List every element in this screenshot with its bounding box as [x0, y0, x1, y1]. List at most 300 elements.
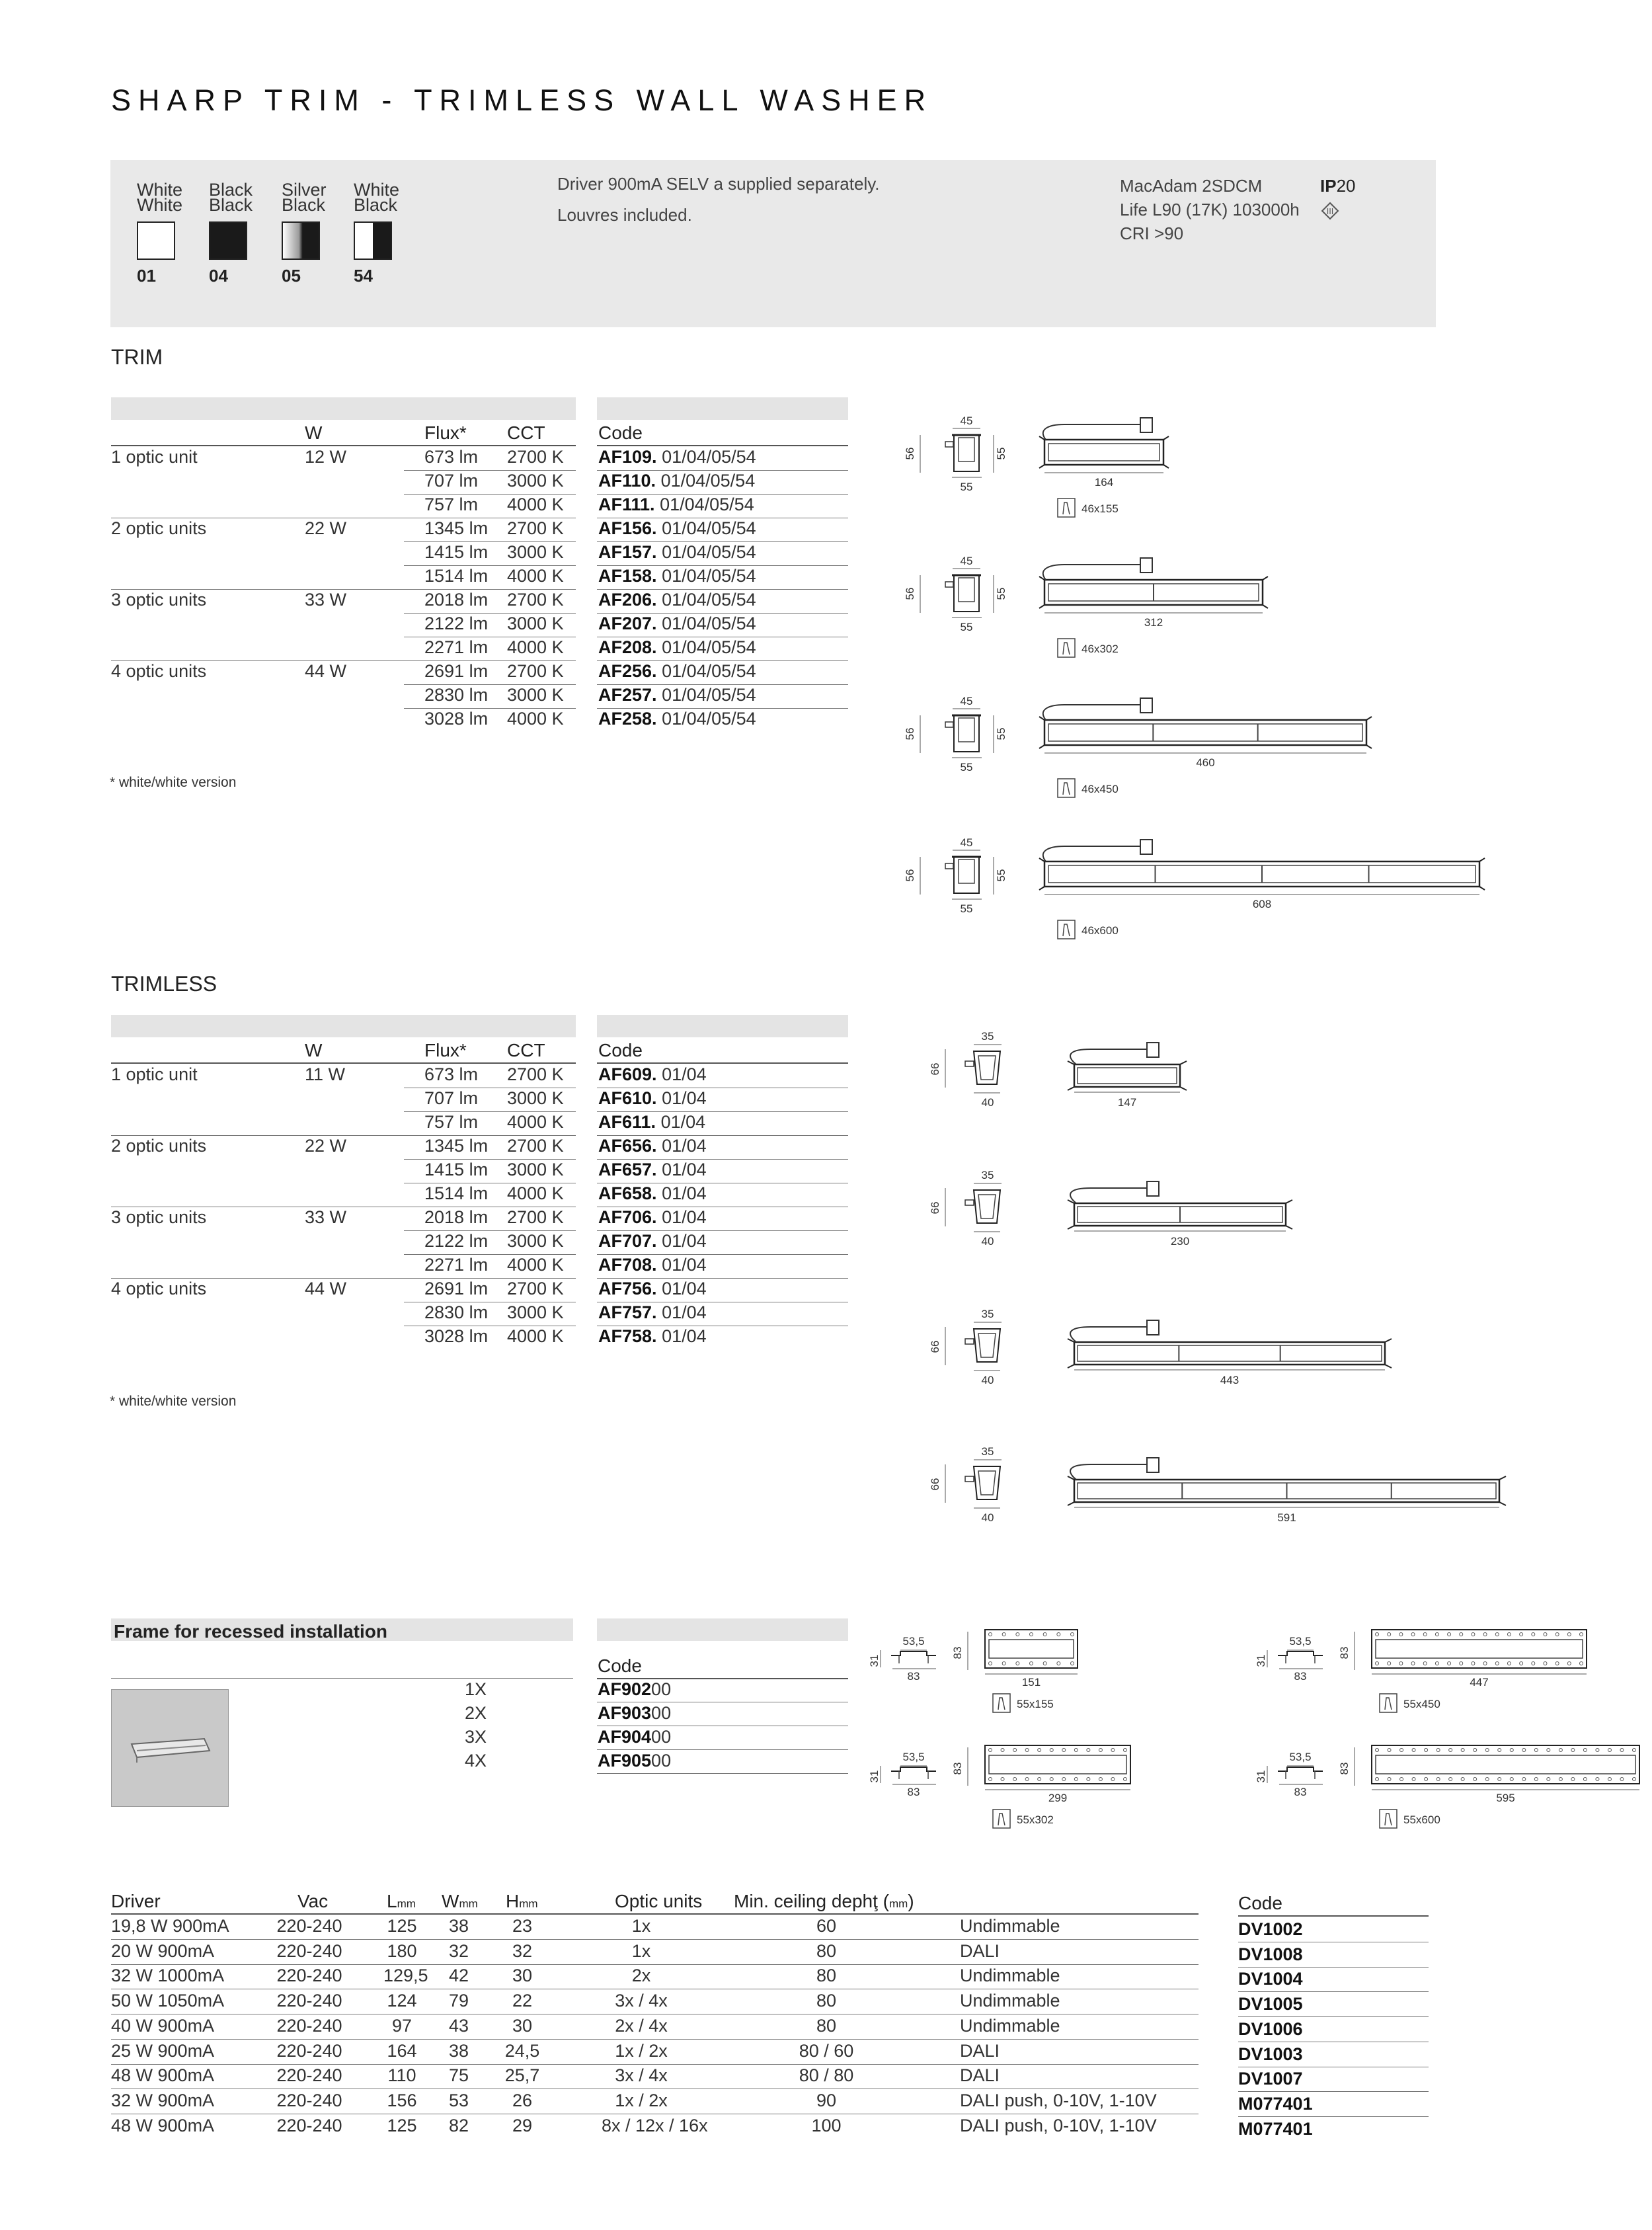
- driver-cell-vac: 220-240: [276, 2040, 342, 2061]
- dim-height-2: 83: [1338, 1646, 1351, 1659]
- driver-cell-depth: 100: [811, 2115, 842, 2135]
- code-bold: AF256.: [598, 661, 657, 681]
- driver-code: DV1005: [1238, 1994, 1303, 2014]
- row-rule: [1238, 2091, 1429, 2092]
- driver-code: DV1004: [1238, 1969, 1303, 1989]
- trimless-side-view: [1068, 1043, 1187, 1090]
- driver-cell-type: DALI push, 0-10V, 1-10V: [960, 2115, 1157, 2135]
- frame-section-view: [1278, 1767, 1323, 1771]
- trimless-drawing: [906, 1443, 1501, 1542]
- driver-cell-l: 124: [387, 1991, 417, 2011]
- driver-cell-l: 125: [387, 1916, 417, 1936]
- driver-cell-vac: 220-240: [276, 1966, 342, 1986]
- code-suffix: 01/04/05/54: [662, 637, 756, 657]
- code-bold: AF109.: [598, 447, 657, 467]
- dim-length: 312: [1144, 616, 1163, 629]
- code-suffix: 00: [651, 1679, 672, 1699]
- trimless-code-grey-bar: [597, 1015, 848, 1037]
- driver-cell-depth: 80 / 80: [799, 2065, 854, 2086]
- frame-code: [598, 1703, 671, 1724]
- cutout-size: 55x302: [1017, 1813, 1054, 1826]
- frame-top-view: [1372, 1745, 1639, 1784]
- driver-cell-optic: 2x / 4x: [615, 2015, 668, 2036]
- finish-code: 54: [354, 266, 373, 286]
- driver-cell-l: 164: [387, 2040, 417, 2061]
- dim-height: 56: [904, 587, 916, 600]
- cutout-icon: [1058, 498, 1075, 517]
- row-code: [598, 1183, 707, 1204]
- dim-height: 66: [929, 1201, 941, 1215]
- code-bold: AF110.: [598, 471, 656, 491]
- row-cct: 2700 K: [507, 1279, 564, 1298]
- code-bold: AF657.: [598, 1160, 657, 1179]
- dim-length: 591: [1277, 1511, 1296, 1524]
- row-rule: [1238, 2116, 1429, 2117]
- row-unit: 3 optic units: [111, 1207, 207, 1227]
- dim-bottom: 40: [981, 1511, 994, 1524]
- driver-cell-type: DALI push, 0-10V, 1-10V: [960, 2090, 1157, 2110]
- frame-code: [598, 1679, 671, 1700]
- trim-code-grey-bar: [597, 397, 848, 420]
- driver-cell-driver: 48 W 900mA: [111, 2115, 215, 2135]
- frame-code-header: Code: [598, 1655, 642, 1676]
- code-bold: AF257.: [598, 685, 657, 705]
- driver-cell-driver: 19,8 W 900mA: [111, 1916, 229, 1936]
- cutout-size: 55x600: [1403, 1813, 1440, 1826]
- row-rule: [597, 1749, 848, 1750]
- row-unit: 3 optic units: [111, 590, 207, 610]
- driver-cell-vac: 220-240: [276, 2015, 342, 2036]
- driver-cell-l: 129,5: [383, 1966, 428, 1986]
- driver-cell-w: 82: [448, 2115, 469, 2135]
- row-flux: 1514 lm: [424, 1183, 489, 1203]
- svg-text:III: III: [1326, 207, 1334, 216]
- frame-top-view: [985, 1745, 1130, 1784]
- driver-cell-vac: 220-240: [276, 2090, 342, 2110]
- dimension-letter: L: [387, 1891, 397, 1911]
- dim-length: 460: [1196, 756, 1215, 769]
- driver-cell-depth: 80: [816, 2015, 837, 2036]
- row-code: [598, 1088, 707, 1109]
- code-suffix: 01/04: [662, 1207, 707, 1227]
- driver-cell-h: 23: [512, 1916, 533, 1936]
- row-unit: 1 optic unit: [111, 1064, 198, 1084]
- row-flux: 2271 lm: [424, 637, 489, 657]
- driver-cell-depth: 80: [816, 1991, 837, 2011]
- dim-height: 31: [1255, 1770, 1267, 1783]
- row-code: [598, 1255, 707, 1275]
- row-flux: 2271 lm: [424, 1255, 489, 1275]
- trimless-section-view: [965, 1051, 1000, 1084]
- driver-code: DV1008: [1238, 1944, 1303, 1964]
- driver-cell-w: 38: [448, 1916, 469, 1936]
- code-suffix: 01/04: [662, 1160, 707, 1179]
- row-cct: 4000 K: [507, 709, 564, 729]
- row-flux: 757 lm: [424, 495, 479, 514]
- frame-code: [598, 1727, 671, 1747]
- row-watt: 12 W: [305, 447, 347, 467]
- code-bold: AF904: [598, 1727, 652, 1747]
- row-cct: 3000 K: [507, 685, 564, 705]
- code-bold: AF707.: [598, 1231, 657, 1251]
- row-flux: 707 lm: [424, 1088, 479, 1108]
- code-suffix: 01/04: [662, 1231, 707, 1251]
- driver-col-optic: [615, 1891, 702, 1912]
- frame-top-view: [1372, 1630, 1587, 1668]
- trim-drawing: [906, 417, 1501, 542]
- driver-cell-l: 125: [387, 2115, 417, 2135]
- louvres-note: Louvres included.: [557, 205, 692, 225]
- driver-cell-optic: 1x: [631, 1916, 651, 1936]
- driver-code: DV1003: [1238, 2044, 1303, 2064]
- driver-cell-type: DALI: [960, 2065, 1000, 2086]
- trim-drawing: [906, 838, 1501, 964]
- driver-cell-optic: 3x / 4x: [615, 1991, 668, 2011]
- code-suffix: 01/04/05/54: [662, 542, 756, 562]
- row-cct: 2700 K: [507, 1064, 564, 1084]
- driver-code: DV1006: [1238, 2018, 1303, 2039]
- row-rule: [597, 1773, 848, 1774]
- row-flux: 2830 lm: [424, 685, 489, 705]
- dim-length: 447: [1470, 1676, 1489, 1689]
- header-rule: [111, 445, 576, 446]
- driver-cell-type: Undimmable: [960, 1966, 1060, 1986]
- frame-drawing: [868, 1729, 1269, 1841]
- row-cct: 4000 K: [507, 637, 564, 657]
- code-bold: AF658.: [598, 1183, 657, 1203]
- row-code: [598, 1326, 707, 1347]
- code-bold: AF656.: [598, 1136, 657, 1156]
- driver-code: DV1007: [1238, 2069, 1303, 2089]
- driver-cell-h: 30: [512, 1966, 533, 1986]
- driver-cell-driver: 25 W 900mA: [111, 2040, 215, 2061]
- cutout-icon: [1058, 920, 1075, 939]
- driver-cell-h: 24,5: [504, 2040, 540, 2061]
- frame-drawing: [868, 1613, 1269, 1726]
- dim-top: 35: [981, 1030, 994, 1043]
- code-suffix: 01/04: [662, 1302, 707, 1322]
- row-flux: 1415 lm: [424, 542, 489, 562]
- driver-cell-w: 75: [448, 2065, 469, 2086]
- dim-bottom: 55: [960, 621, 973, 633]
- dim-bottom: 40: [981, 1235, 994, 1248]
- row-code: [598, 1136, 707, 1156]
- header-rule: [1238, 1915, 1429, 1917]
- row-cct: 2700 K: [507, 518, 564, 538]
- trim-side-view: [1039, 418, 1169, 468]
- dim-length: 230: [1170, 1235, 1190, 1248]
- row-cct: 3000 K: [507, 614, 564, 633]
- dim-bottom: 40: [981, 1096, 994, 1109]
- row-code: [598, 590, 756, 610]
- dim-top: 53,5: [902, 1635, 925, 1648]
- dimension-unit: mm: [397, 1897, 416, 1910]
- dim-top: 35: [981, 1308, 994, 1320]
- driver-cell-type: Undimmable: [960, 1916, 1060, 1936]
- dim-bottom: 83: [907, 1786, 920, 1798]
- trimless-grey-bar: [111, 1015, 576, 1037]
- finish-swatch: [354, 221, 392, 260]
- dim-length: 443: [1220, 1374, 1239, 1386]
- finish-label-bottom: Black: [209, 195, 253, 215]
- cutout-size: 46x450: [1082, 783, 1119, 795]
- row-flux: 2691 lm: [424, 1279, 489, 1298]
- trim-section-view: [945, 850, 981, 893]
- driver-cell-driver: 20 W 900mA: [111, 1940, 215, 1961]
- row-rule: [111, 1964, 1199, 1965]
- dim-length: 299: [1048, 1792, 1068, 1804]
- row-cct: 3000 K: [507, 1231, 564, 1251]
- code-bold: AF757.: [598, 1302, 657, 1322]
- row-rule: [111, 1939, 1199, 1940]
- row-cct: 4000 K: [507, 1112, 564, 1132]
- cutout-size: 46x302: [1082, 643, 1119, 655]
- frame-size: 2X: [465, 1703, 487, 1723]
- driver-cell-h: 30: [512, 2015, 533, 2036]
- code-bold: AF111.: [598, 495, 655, 514]
- cutout-icon: [1058, 639, 1075, 657]
- row-flux: 1345 lm: [424, 1136, 489, 1156]
- row-rule: [1238, 1967, 1429, 1968]
- finish-label-top: Silver: [282, 180, 327, 200]
- row-rule: [111, 2039, 1199, 2040]
- trim-section-view: [945, 428, 981, 471]
- row-code: [598, 1279, 707, 1299]
- driver-cell-vac: 220-240: [276, 1916, 342, 1936]
- trim-section-view: [945, 709, 981, 752]
- driver-cell-l: 180: [387, 1940, 417, 1961]
- code-suffix: 01/04/05/54: [662, 614, 756, 633]
- code-suffix: 01/04: [662, 1088, 707, 1108]
- cutout-size: 55x450: [1403, 1698, 1440, 1710]
- row-code: [598, 447, 756, 467]
- driver-cell-type: DALI: [960, 1940, 1000, 1961]
- row-code: [598, 709, 756, 729]
- dim-bottom: 40: [981, 1374, 994, 1386]
- frame-code-bar: [597, 1618, 848, 1641]
- code-suffix: 01/04/05/54: [662, 447, 756, 467]
- dim-height: 56: [904, 727, 916, 740]
- cutout-icon: [1058, 779, 1075, 797]
- ip-rating: IP20: [1320, 176, 1356, 196]
- ceiling-unit: mm: [889, 1897, 908, 1910]
- driver-col-code: Code: [1238, 1893, 1282, 1913]
- cutout-size: 46x155: [1082, 502, 1119, 515]
- dim-top: 45: [960, 695, 973, 707]
- code-bold: AF903: [598, 1703, 652, 1723]
- driver-cell-depth: 80: [816, 1966, 837, 1986]
- row-cct: 3000 K: [507, 1160, 564, 1179]
- dim-height: 66: [929, 1478, 941, 1491]
- row-flux: 673 lm: [424, 447, 479, 467]
- header-rule: [111, 1062, 576, 1064]
- driver-cell-driver: 40 W 900mA: [111, 2015, 215, 2036]
- dim-height: 66: [929, 1062, 941, 1076]
- code-suffix: 01/04: [662, 1279, 707, 1298]
- macadam-spec: MacAdam 2SDCM: [1120, 176, 1263, 196]
- code-bold: AF157.: [598, 542, 657, 562]
- row-code: [598, 637, 756, 658]
- row-flux: 2018 lm: [424, 590, 489, 610]
- driver-cell-l: 156: [387, 2090, 417, 2110]
- trimless-side-view: [1068, 1458, 1506, 1505]
- trim-section-view: [945, 569, 981, 612]
- row-flux: 2830 lm: [424, 1302, 489, 1322]
- row-rule: [1238, 1991, 1429, 1992]
- driver-cell-driver: 32 W 1000mA: [111, 1966, 225, 1986]
- driver-cell-h: 32: [512, 1940, 533, 1961]
- driver-cell-driver: 32 W 900mA: [111, 2090, 215, 2110]
- driver-cell-h: 29: [512, 2115, 533, 2135]
- finish-label-bottom: White: [137, 195, 183, 215]
- row-cct: 2700 K: [507, 447, 564, 467]
- code-suffix: 01/04: [662, 1064, 707, 1084]
- code-suffix: 01/04/05/54: [662, 709, 756, 729]
- row-rule: [111, 2064, 1199, 2065]
- dim-bottom: 83: [907, 1670, 920, 1683]
- row-code: [598, 1160, 707, 1180]
- row-cct: 4000 K: [507, 495, 564, 514]
- trimless-side-view: [1068, 1320, 1392, 1368]
- dim-height: 31: [1255, 1654, 1267, 1667]
- dim-height-2: 83: [951, 1762, 964, 1775]
- driver-col-l: [387, 1891, 416, 1912]
- cutout-icon: [993, 1694, 1010, 1712]
- row-unit: 1 optic unit: [111, 447, 198, 467]
- driver-cell-depth: 80: [816, 1940, 837, 1961]
- cutout-icon: [993, 1810, 1010, 1828]
- driver-cell-l: 110: [387, 2065, 416, 2086]
- code-bold: AF609.: [598, 1064, 657, 1084]
- row-code: [598, 1064, 707, 1085]
- row-flux: 757 lm: [424, 1112, 479, 1132]
- trimless-section-view: [965, 1190, 1000, 1223]
- row-code: [598, 1231, 707, 1252]
- row-flux: 1514 lm: [424, 566, 489, 586]
- row-flux: 2691 lm: [424, 661, 489, 681]
- row-flux: 2122 lm: [424, 614, 489, 633]
- dim-height-2: 83: [1338, 1762, 1351, 1775]
- driver-cell-depth: 90: [816, 2090, 837, 2110]
- dim-height: 66: [929, 1340, 941, 1353]
- code-bold: AF208.: [598, 637, 657, 657]
- code-bold: AF611.: [598, 1112, 656, 1132]
- driver-col-ceiling: Min. ceiling dephţ (mm): [734, 1891, 914, 1911]
- code-bold: AF207.: [598, 614, 657, 633]
- row-flux: 2122 lm: [424, 1231, 489, 1251]
- dim-height: 56: [904, 869, 916, 882]
- code-suffix: 01/04: [662, 1326, 707, 1346]
- dim-top: 53,5: [902, 1751, 925, 1763]
- driver-cell-w: 43: [448, 2015, 469, 2036]
- trim-drawing: [906, 557, 1501, 682]
- code-bold: AF902: [598, 1679, 652, 1699]
- code-suffix: 01/04: [660, 1112, 706, 1132]
- row-watt: 22 W: [305, 518, 347, 538]
- row-code: [598, 566, 756, 586]
- code-suffix: 01/04/05/54: [662, 590, 756, 610]
- dim-bottom: 55: [960, 481, 973, 493]
- driver-cell-type: Undimmable: [960, 1991, 1060, 2011]
- row-watt: 11 W: [305, 1064, 346, 1084]
- driver-cell-optic: 8x / 12x / 16x: [602, 2115, 708, 2135]
- header-rule: [597, 1062, 848, 1064]
- dim-bottom: 83: [1294, 1670, 1307, 1683]
- driver-code: M077401: [1238, 2093, 1313, 2114]
- row-cct: 4000 K: [507, 1326, 564, 1346]
- row-code: [598, 685, 756, 705]
- driver-cell-driver: 48 W 900mA: [111, 2065, 215, 2086]
- row-code: [598, 518, 756, 539]
- driver-cell-vac: 220-240: [276, 1940, 342, 1961]
- driver-col-optic-text: Optic units: [615, 1891, 703, 1911]
- code-suffix: 01/04/05/54: [662, 685, 756, 705]
- code-bold: AF756.: [598, 1279, 657, 1298]
- code-bold: AF708.: [598, 1255, 657, 1275]
- row-code: [598, 542, 756, 563]
- trimless-section-view: [965, 1466, 1000, 1499]
- dimension-letter: H: [506, 1891, 520, 1911]
- dim-bottom: 83: [1294, 1786, 1307, 1798]
- driver-cell-h: 26: [512, 2090, 533, 2110]
- code-suffix: 01/04: [662, 1136, 707, 1156]
- finish-swatch: [282, 221, 320, 260]
- driver-cell-w: 42: [448, 1966, 469, 1986]
- dim-length: 164: [1094, 476, 1114, 489]
- header-rule: [597, 1678, 848, 1679]
- frame-drawing: [1255, 1613, 1652, 1726]
- code-suffix: 01/04: [662, 1255, 707, 1275]
- row-flux: 1415 lm: [424, 1160, 489, 1179]
- driver-cell-optic: 1x / 2x: [615, 2090, 668, 2110]
- trimless-drawing: [906, 1028, 1501, 1127]
- frame-section-view: [891, 1652, 936, 1655]
- driver-col-w: [442, 1891, 478, 1912]
- finish-label-bottom: Black: [282, 195, 326, 215]
- dim-height: 56: [904, 447, 916, 460]
- row-flux: 673 lm: [424, 1064, 479, 1084]
- driver-col-driver: [111, 1891, 161, 1912]
- dim-bottom: 55: [960, 902, 973, 915]
- ceiling-text: Min. ceiling dephţ: [734, 1891, 878, 1911]
- driver-cell-optic: 1x: [631, 1940, 651, 1961]
- frame-code: [598, 1751, 671, 1771]
- header-rule: [111, 1913, 1199, 1915]
- dim-height: 31: [868, 1770, 881, 1783]
- dim-top: 45: [960, 555, 973, 567]
- code-bold: AF206.: [598, 590, 657, 610]
- code-bold: AF158.: [598, 566, 657, 586]
- frame-top-view: [985, 1630, 1078, 1668]
- finish-swatch: [137, 221, 175, 260]
- driver-cell-vac: 220-240: [276, 1991, 342, 2011]
- cutout-icon: [1380, 1694, 1397, 1712]
- dimension-unit: mm: [519, 1897, 538, 1910]
- trim-side-view: [1039, 558, 1268, 608]
- dim-top: 35: [981, 1169, 994, 1181]
- driver-note: Driver 900mA SELV a supplied separately.: [557, 174, 880, 194]
- frame-size: 3X: [465, 1727, 487, 1747]
- driver-cell-w: 79: [448, 1991, 469, 2011]
- row-flux: 1345 lm: [424, 518, 489, 538]
- dim-length: 151: [1021, 1676, 1041, 1689]
- row-cct: 3000 K: [507, 1302, 564, 1322]
- row-code: [598, 471, 755, 491]
- row-cct: 3000 K: [507, 542, 564, 562]
- row-code: [598, 614, 756, 634]
- frame-size: 1X: [465, 1679, 487, 1699]
- driver-cell-depth: 80 / 60: [799, 2040, 854, 2061]
